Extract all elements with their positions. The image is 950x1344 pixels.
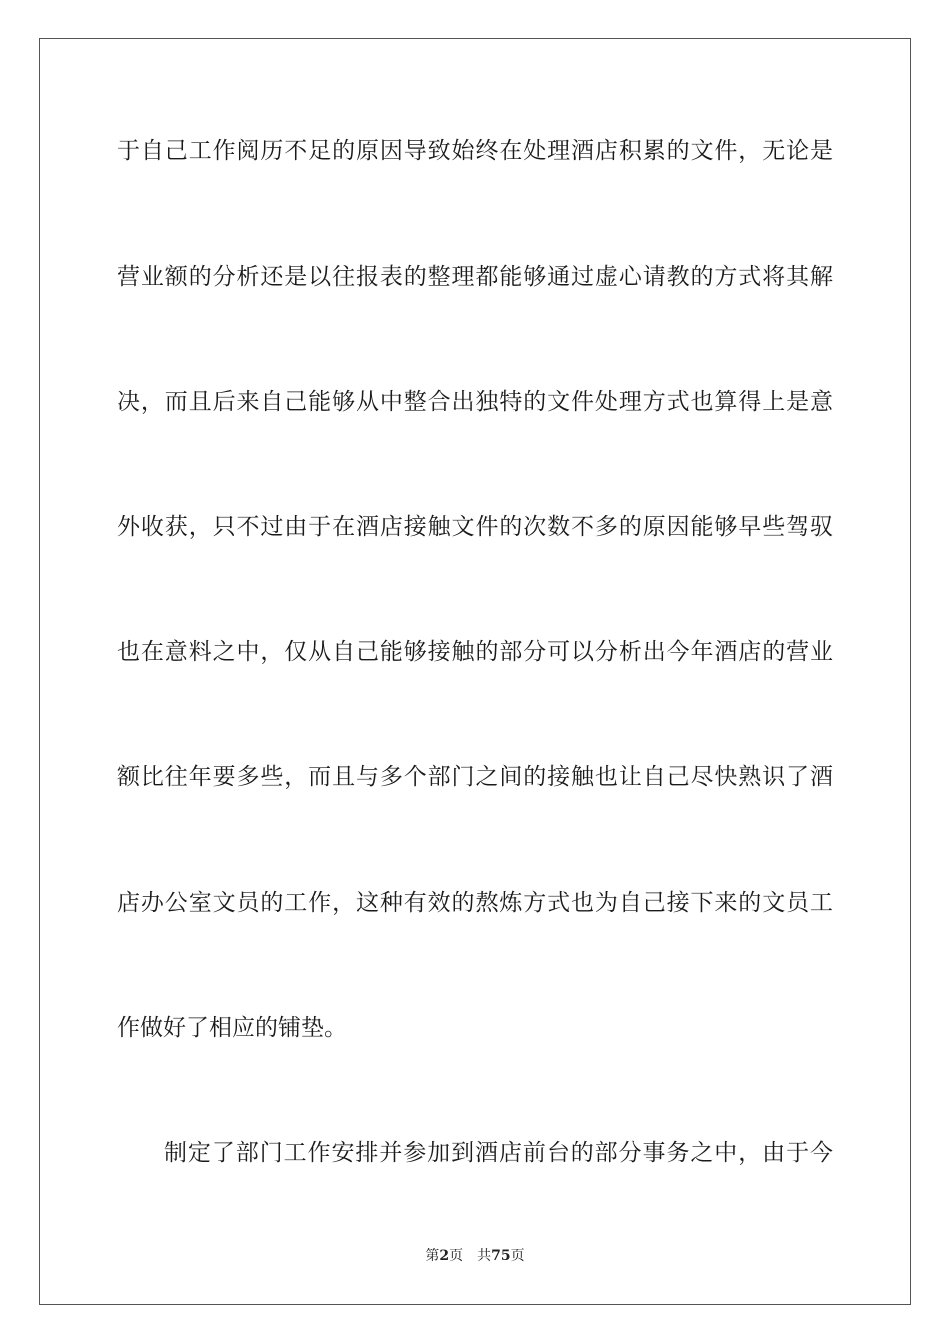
total-suffix: 页 [510,1248,525,1264]
paragraph-first-line: 制定了部门工作安排并参加到酒店前台的部分事务之中，由于今 [164,1140,833,1166]
paragraph-line: 于自己工作阅历不足的原因导致始终在处理酒店积累的文件，无论是 [117,138,833,164]
paragraph-line: 营业额的分析还是以往报表的整理都能够通过虚心请教的方式将其解 [117,264,833,290]
paragraph-line: 外收获，只不过由于在酒店接触文件的次数不多的原因能够早些驾驭 [117,514,833,540]
page-number: 2 [439,1248,450,1264]
paragraph-line: 作做好了相应的铺垫。 [117,1015,347,1041]
paragraph-line: 店办公室文员的工作，这种有效的熬炼方式也为自己接下来的文员工 [117,890,833,916]
paragraph-line: 决，而且后来自己能够从中整合出独特的文件处理方式也算得上是意 [117,389,833,415]
paragraph-line: 额比往年要多些，而且与多个部门之间的接触也让自己尽快熟识了酒 [117,764,833,790]
total-pages: 75 [491,1248,511,1264]
total-prefix: 共 [477,1248,492,1264]
paragraph-line: 也在意料之中，仅从自己能够接触的部分可以分析出今年酒店的营业 [117,639,833,665]
page-footer [0,1246,950,1266]
page-suffix: 页 [449,1248,464,1264]
page-prefix: 第 [425,1248,440,1264]
page-border [39,38,911,1305]
